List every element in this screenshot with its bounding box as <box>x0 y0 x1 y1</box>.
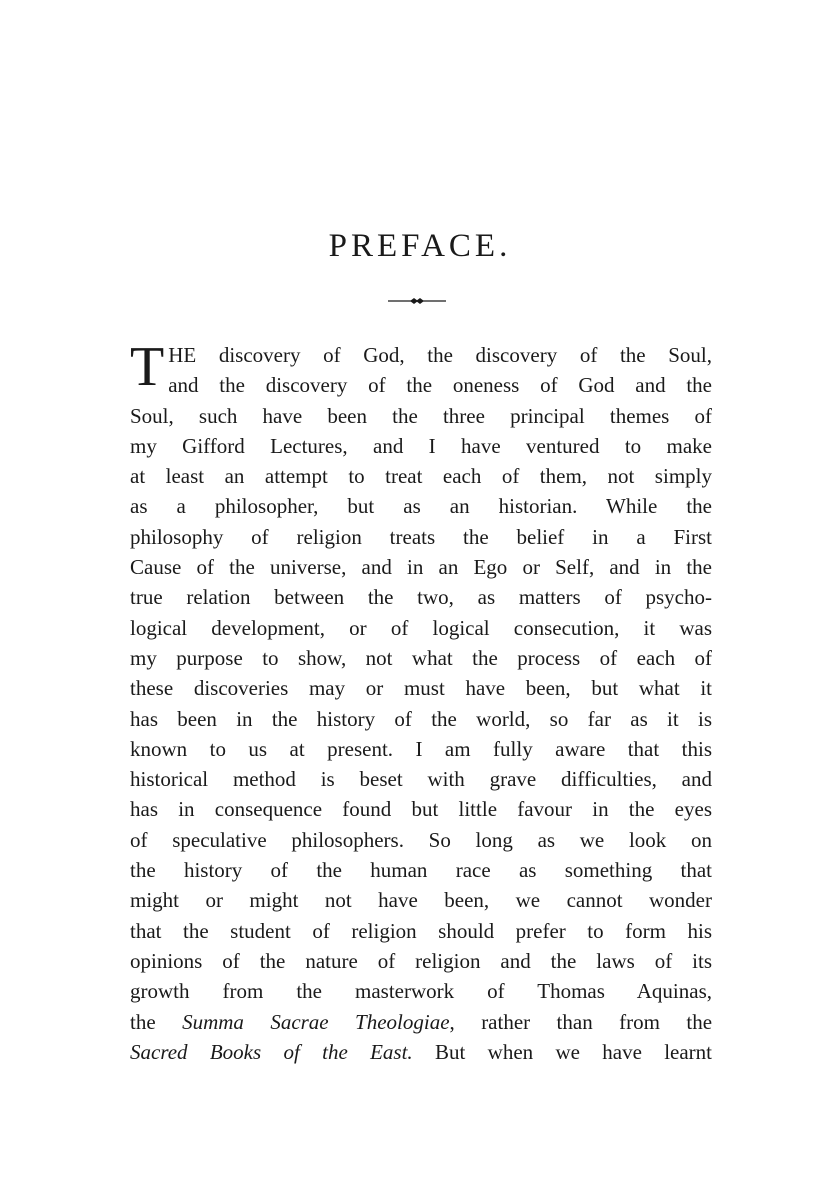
text-line: my Gifford Lectures, and I have ventured to make <box>130 433 712 458</box>
text-line: my purpose to show, not what the process of each of <box>130 645 712 670</box>
text-line-with-title <box>130 1037 712 1067</box>
text-fragment: But when we have learnt <box>412 1039 713 1064</box>
text-line: HE discovery of God, the discovery of the Soul, <box>168 343 712 367</box>
text-line: as a philosopher, but as an historian. While the <box>130 494 712 519</box>
text-line: might or might not have been, we cannot wonder <box>130 888 712 913</box>
text-line: growth from the masterwork of Thomas Aquinas, <box>130 979 712 1004</box>
text-line: the history of the human race as something that <box>130 858 712 883</box>
book-title-summa: Summa Sacrae Theologiae <box>182 1009 450 1034</box>
text-line: has in consequence found but little favour in the eyes <box>130 797 712 822</box>
text-line: of speculative philosophers. So long as we look on <box>130 827 712 852</box>
book-title-sacred-books: Sacred Books of the East. <box>130 1039 413 1064</box>
text-line: has been in the history of the world, so far as it is <box>130 706 712 731</box>
drop-cap: T <box>130 336 165 398</box>
text-line: and the discovery of the oneness of God and the <box>168 373 712 398</box>
text-fragment: , rather than from the <box>449 1009 713 1034</box>
text-line: Soul, such have been the three principal themes of <box>130 403 712 428</box>
text-line: historical method is beset with grave difficulties, and <box>130 767 712 792</box>
text-line: Cause of the universe, and in an Ego or Self, and in the <box>130 555 712 580</box>
text-line: that the student of religion should prefer to form his <box>130 918 712 943</box>
text-line: logical development, or of logical consecution, it was <box>130 615 712 640</box>
text-line-with-title <box>130 1007 712 1037</box>
text-line: these discoveries may or must have been, but what it <box>130 676 712 701</box>
text-line: at least an attempt to treat each of them, not simply <box>130 464 712 489</box>
preface-body <box>130 336 713 1067</box>
ornament-divider <box>388 296 446 306</box>
text-line: true relation between the two, as matters of psycho- <box>130 585 712 610</box>
text-line: philosophy of religion treats the belief in a First <box>130 524 712 549</box>
text-fragment: the <box>130 1009 183 1034</box>
text-line: known to us at present. I am fully aware that this <box>130 736 712 761</box>
page-title: PREFACE. <box>328 228 512 264</box>
text-line: opinions of the nature of religion and the laws of its <box>130 948 712 973</box>
